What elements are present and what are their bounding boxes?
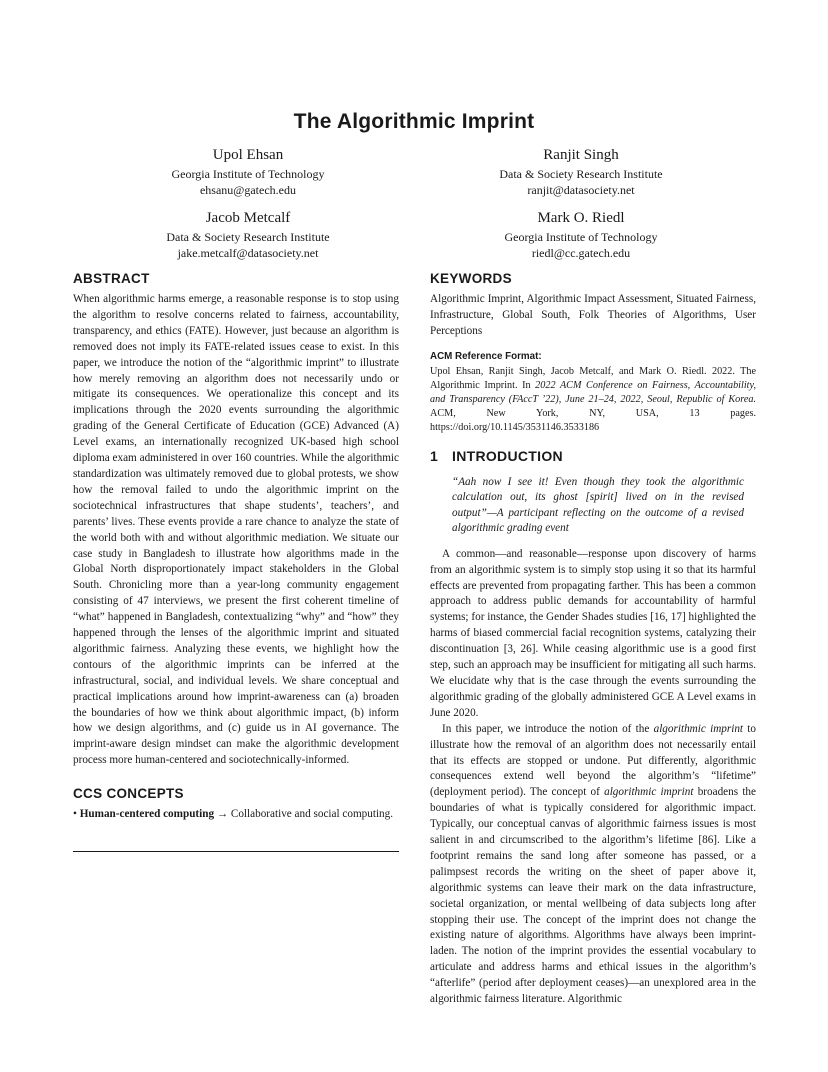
section-title: INTRODUCTION bbox=[452, 447, 563, 464]
abstract-text: When algorithmic harms emerge, a reasonable response is to stop using the algorithm to resolve concerns related to fairness, accountability, transparency, and ethics (FATE). However, just because an algorithm is removed does not imply its FATE-related issues cease to exist. In this paper, we introduce the notion of the “algorithmic imprint” to illustrate how merely removing an algorithm does not necessarily undo or mitigate its consequences. We operationalize this concept and its implications through the 2020 events surrounding the algorithmic grading of the General Certificate of Education (GCE) Advanced (A) Level exams, an internationally recognized UK-based high school diploma exam administered in over 160 countries. While the algorithmic standardization was ultimately removed due to global protests, we show how the removal failed to undo the algorithmic imprint on the sociotechnical infrastructures that shape students’, teachers’, and parents’ lives. These events provide a rare chance to analyze the state of the world both with and without algorithmic mediation. We situate our case study in Bangladesh to illustrate how algorithms made in the Global North disproportionately impact stakeholders in the Global South. Chronicling more than a year-long community engagement consisting of 47 interviews, we present the first coherent timeline of “what” happened in Bangladesh, contextualizing “why” and “how” they happened through the lenses of the algorithmic imprint and situated algorithmic fairness. Analyzing these events, we highlight how the contours of the algorithmic imprints can be inferred at the infrastructural, social, and individual levels. We share conceptual and practical implications around how imprint-awareness can (a) broaden the boundaries of how we think about algorithmic impact, (b) inform how we design algorithms, and (c) guide us in AI governance. The imprint-aware design mindset can make the algorithmic development process more human-centered and sociotechnically-informed. bbox=[73, 293, 399, 767]
author-affiliation: Data & Society Research Institute bbox=[166, 230, 330, 244]
acm-reference-authors: Upol Ehsan, Ranjit Singh, Jacob Metcalf, and Mark O. Riedl. 2022. The Algorithmic Imprint. In bbox=[430, 365, 756, 391]
author-name: Mark O. Riedl bbox=[537, 210, 625, 226]
author-block bbox=[83, 146, 413, 198]
ccs-term: Human-centered computing bbox=[79, 808, 215, 821]
author-affiliation: Georgia Institute of Technology bbox=[504, 230, 658, 244]
paper-title: The Algorithmic Imprint bbox=[293, 110, 535, 133]
intro-paragraph-2 bbox=[430, 722, 756, 1008]
keywords-heading: KEYWORDS bbox=[430, 271, 512, 286]
section-number: 1 bbox=[430, 447, 439, 464]
author-name: Ranjit Singh bbox=[543, 147, 619, 163]
author-affiliation: Georgia Institute of Technology bbox=[171, 167, 325, 181]
author-affiliation: Data & Society Research Institute bbox=[499, 167, 663, 181]
intro-p2-emphasis-1: algorithmic imprint bbox=[653, 722, 744, 735]
intro-p2-part-c: broadens the boundaries of what is typically considered for algorithmic impact. Typically, our conceptual canvas of algorithmic fairness issues is most salient in and circumscribed to the algorithm’s lifetime [86]. Like a footprint remains the sand long after someone has passed, or a palimpsest records the writing on the sheet of paper above it, algorithmic systems can leave their mark on the data infrastructure, societal organization, or mental wellbeing of data subjects long after stopping their use. The concept of the imprint does not change the existing nature of algorithms. Algorithms have always been imprint-laden. The notion of the imprint provides the essential vocabulary to articulate and address harms and ethical issues in the algorithm’s “afterlife” (period after deployment ceases)—an unexplored area in the algorithmic fairness literature. Algorithmic bbox=[430, 786, 756, 1006]
author-email[interactable]: ranjit@datasociety.net bbox=[527, 183, 635, 197]
keywords-text: Algorithmic Imprint, Algorithmic Impact Assessment, Situated Fairness, Infrastructure, Global South, Folk Theories of Algorithms, User Perceptions bbox=[430, 293, 756, 337]
acm-reference-venue: 2022 ACM Conference on Fairness, Accountability, and Transparency (FAccT ’22), June 21–24, 2022, Seoul, Republic of Korea. bbox=[430, 379, 757, 405]
section-gap bbox=[73, 769, 399, 785]
author-name: Jacob Metcalf bbox=[205, 210, 291, 226]
author-block bbox=[83, 209, 413, 261]
acm-reference-heading: ACM Reference Format: bbox=[430, 350, 542, 362]
footnote-rule bbox=[73, 851, 399, 852]
intro-paragraph-1: A common—and reasonable—response upon discovery of harms from an algorithmic system is to simply stop using it so that its harmful effects are prevented from propagating farther. This has been a common approach to address public demands for accountability of harmful systems; for instance, the Gender Shades studies [16, 17] highlighted the harms of biased commercial facial recognition systems, catalyzing their discontinuation [3, 26]. While ceasing algorithmic use is a good first step, such an approach may be insufficient for mitigating all such harms. We elucidate why that is the case through the events surrounding the algorithmic grading of the globally administered GCE A Level exams in June 2020. bbox=[430, 547, 756, 719]
left-column bbox=[73, 270, 399, 823]
author-email[interactable]: ehsanu@gatech.edu bbox=[199, 183, 296, 197]
epigraph-quote: “Aah now I see it! Even though they took the algorithmic calculation out, its ghost [spirit] lived on in the revised output”—A participant reflecting on the outcome of a revised algorithmic grading event bbox=[452, 475, 744, 535]
right-column bbox=[430, 270, 756, 1008]
author-block bbox=[416, 146, 746, 198]
author-block bbox=[416, 209, 746, 261]
ccs-rest: Collaborative and social computing. bbox=[230, 808, 394, 821]
ccs-bullet: • bbox=[73, 808, 77, 821]
abstract-heading: ABSTRACT bbox=[73, 271, 150, 286]
acm-reference-tail: ACM, New York, NY, USA, 13 pages. https://doi.org/10.1145/3531146.3533186 bbox=[430, 407, 756, 433]
intro-p2-part-b: to illustrate how the removal of an algorithm does not necessarily entail that its effects are stopped or undone. Put differently, algorithmic consequences extend well beyond the algorithm’s “lifetime” (deployment period). The concept of bbox=[430, 722, 756, 799]
ccs-concepts bbox=[73, 807, 399, 823]
intro-p2-emphasis-2: algorithmic imprint bbox=[604, 786, 694, 799]
ccs-arrow: → bbox=[216, 808, 229, 821]
acm-reference-text bbox=[430, 365, 756, 435]
author-email[interactable]: riedl@cc.gatech.edu bbox=[531, 246, 631, 260]
intro-p2-part-a: In this paper, we introduce the notion of the bbox=[442, 722, 654, 735]
author-email[interactable]: jake.metcalf@datasociety.net bbox=[177, 246, 319, 260]
ccs-heading: CCS CONCEPTS bbox=[73, 786, 184, 802]
introduction-heading bbox=[430, 447, 756, 465]
author-name: Upol Ehsan bbox=[212, 147, 284, 163]
